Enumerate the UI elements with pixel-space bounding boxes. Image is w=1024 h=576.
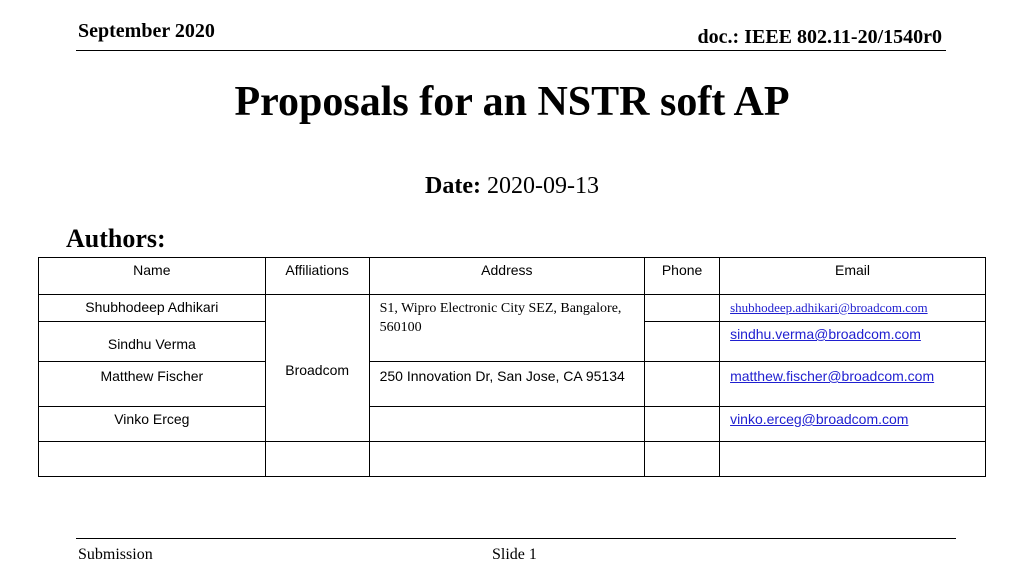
header-date: September 2020 (78, 20, 215, 42)
table-row (39, 295, 986, 322)
email-link[interactable]: shubhodeep.adhikari@broadcom.com (730, 300, 928, 315)
authors-table (38, 257, 986, 477)
email-link[interactable]: sindhu.verma@broadcom.com (730, 326, 921, 342)
table-header-row (39, 258, 986, 295)
author-email-cell (720, 295, 986, 322)
author-phone (645, 295, 720, 322)
date-label: Date: (425, 173, 481, 199)
header-doc-id: doc.: IEEE 802.11-20/1540r0 (697, 26, 942, 48)
author-phone (645, 362, 720, 407)
author-phone (645, 407, 720, 442)
author-address: S1, Wipro Electronic City SEZ, Bangalore, 560100 (369, 295, 645, 362)
author-name: Sindhu Verma (39, 322, 266, 362)
date-value: 2020-09-13 (486, 173, 599, 199)
authors-heading: Authors: (66, 224, 166, 253)
footer-submission: Submission (78, 546, 153, 563)
empty-cell (39, 442, 266, 477)
slide-title: Proposals for an NSTR soft AP (234, 79, 790, 125)
header-affiliations: Affiliations (265, 258, 369, 295)
header-email: Email (720, 258, 986, 295)
email-link[interactable]: matthew.fischer@broadcom.com (730, 368, 935, 384)
date-line (0, 173, 1024, 200)
author-address: 250 Innovation Dr, San Jose, CA 95134 (369, 362, 645, 407)
empty-cell (645, 442, 720, 477)
author-name: Matthew Fischer (39, 362, 266, 407)
slide-number: Slide 1 (492, 546, 537, 563)
footer-divider (76, 538, 956, 539)
author-address (369, 407, 645, 442)
email-link[interactable]: vinko.erceg@broadcom.com (730, 411, 909, 427)
table-row-empty (39, 442, 986, 477)
table-row (39, 407, 986, 442)
affiliation-cell: Broadcom (265, 295, 369, 442)
empty-cell (720, 442, 986, 477)
header-phone: Phone (645, 258, 720, 295)
header-address: Address (369, 258, 645, 295)
table-row (39, 362, 986, 407)
empty-cell (265, 442, 369, 477)
author-phone (645, 322, 720, 362)
author-name: Vinko Erceg (39, 407, 266, 442)
empty-cell (369, 442, 645, 477)
author-name: Shubhodeep Adhikari (39, 295, 266, 322)
author-email-cell (720, 407, 986, 442)
header-divider (76, 50, 946, 51)
header-name: Name (39, 258, 266, 295)
author-email-cell (720, 322, 986, 362)
author-email-cell (720, 362, 986, 407)
